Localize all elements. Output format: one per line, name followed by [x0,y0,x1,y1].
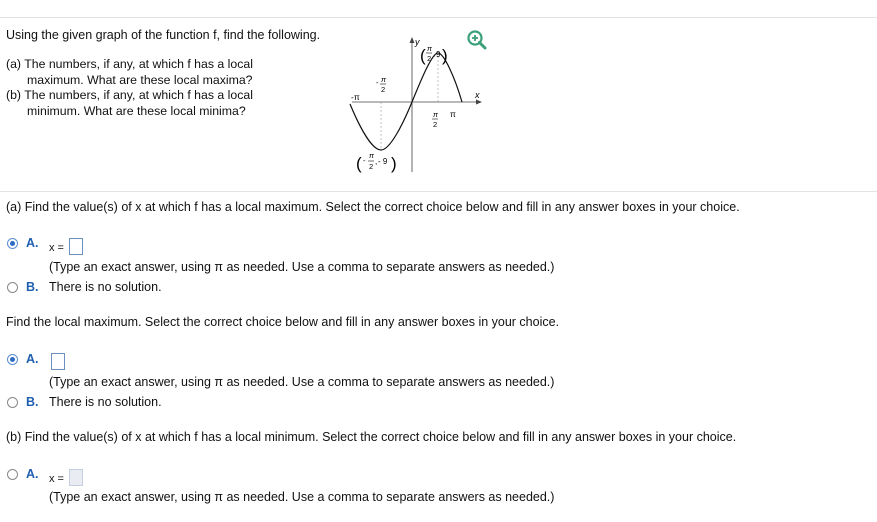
q3-prompt: (b) Find the value(s) of x at which f has a local minimum. Select the correct choice below and fill in any answer boxes in your choice. [6,430,737,444]
q1-option-a-prefix: x = [49,242,64,254]
min-point-label [356,151,397,173]
q3-option-a-prefix: x = [49,473,64,485]
svg-text:2: 2 [381,85,386,94]
problem-intro: Using the given graph of the function f, find the following. [6,28,321,42]
max-point-label [420,44,448,65]
part-a: (a) The numbers, if any, at which f has a local [6,57,253,71]
y-axis-arrow [410,37,415,43]
q2-option-a-label[interactable]: A. [26,352,39,366]
x-axis-arrow [476,100,482,105]
svg-text:(: ( [356,154,362,173]
q2-option-b-text: There is no solution. [49,395,162,409]
q2-option-b-radio[interactable] [7,397,18,408]
q2-option-a-radio[interactable] [7,354,18,365]
q3-answer-box[interactable] [69,469,83,486]
part-b-line2: minimum. What are these local minima? [27,103,246,118]
parts-list [6,57,253,119]
q1-option-b-label[interactable]: B. [26,280,39,294]
section-divider [0,191,877,192]
svg-text:,: , [375,157,378,166]
svg-text:(: ( [420,46,426,65]
svg-text:2: 2 [427,54,432,63]
y-axis-label: y [415,37,420,47]
zoom-in-icon[interactable] [467,30,487,50]
function-curve [350,53,462,150]
tick-label-pi-over-2 [432,110,439,129]
tick-label-pi: π [450,109,456,119]
svg-text:π: π [433,110,439,119]
q1-prompt: (a) Find the value(s) of x at which f has a local maximum. Select the correct choice below and fill in any answer boxes in your choice. [6,200,740,214]
svg-text:): ) [442,46,448,65]
q1-answer-box[interactable] [69,238,83,255]
svg-text:- 9: - 9 [378,157,388,166]
q1-option-b-radio[interactable] [7,282,18,293]
top-divider [0,17,877,18]
x-axis-label: x [475,90,480,100]
q2-option-b-label[interactable]: B. [26,395,39,409]
part-b: (b) The numbers, if any, at which f has a local [6,88,253,102]
q3-option-a-label[interactable]: A. [26,467,39,481]
tick-label-neg-pi-over-2 [376,75,387,94]
svg-text:2: 2 [433,120,438,129]
svg-text:π: π [381,75,387,84]
svg-text:2: 2 [369,162,374,171]
svg-text:): ) [391,154,397,173]
q3-option-a-radio[interactable] [7,469,18,480]
svg-text:π: π [369,151,375,160]
q3-hint: (Type an exact answer, using π as needed. Use a comma to separate answers as needed.) [49,490,555,504]
q1-hint: (Type an exact answer, using π as needed. Use a comma to separate answers as needed.) [49,260,555,274]
svg-text:-: - [363,156,366,165]
part-a-line2: maximum. What are these local maxima? [27,72,253,87]
q2-answer-box[interactable] [51,353,65,370]
q2-hint: (Type an exact answer, using π as needed. Use a comma to separate answers as needed.) [49,375,555,389]
q1-option-a-label[interactable]: A. [26,236,39,250]
function-graph [340,32,490,180]
svg-text:π: π [427,44,433,53]
q1-option-b-text: There is no solution. [49,280,162,294]
tick-label-neg-pi: -π [351,92,360,102]
svg-text:-: - [376,78,379,87]
svg-text:9: 9 [436,50,441,59]
q2-prompt: Find the local maximum. Select the correct choice below and fill in any answer boxes in your choice. [6,315,560,329]
q1-option-a-radio[interactable] [7,238,18,249]
svg-text:,: , [433,49,436,58]
